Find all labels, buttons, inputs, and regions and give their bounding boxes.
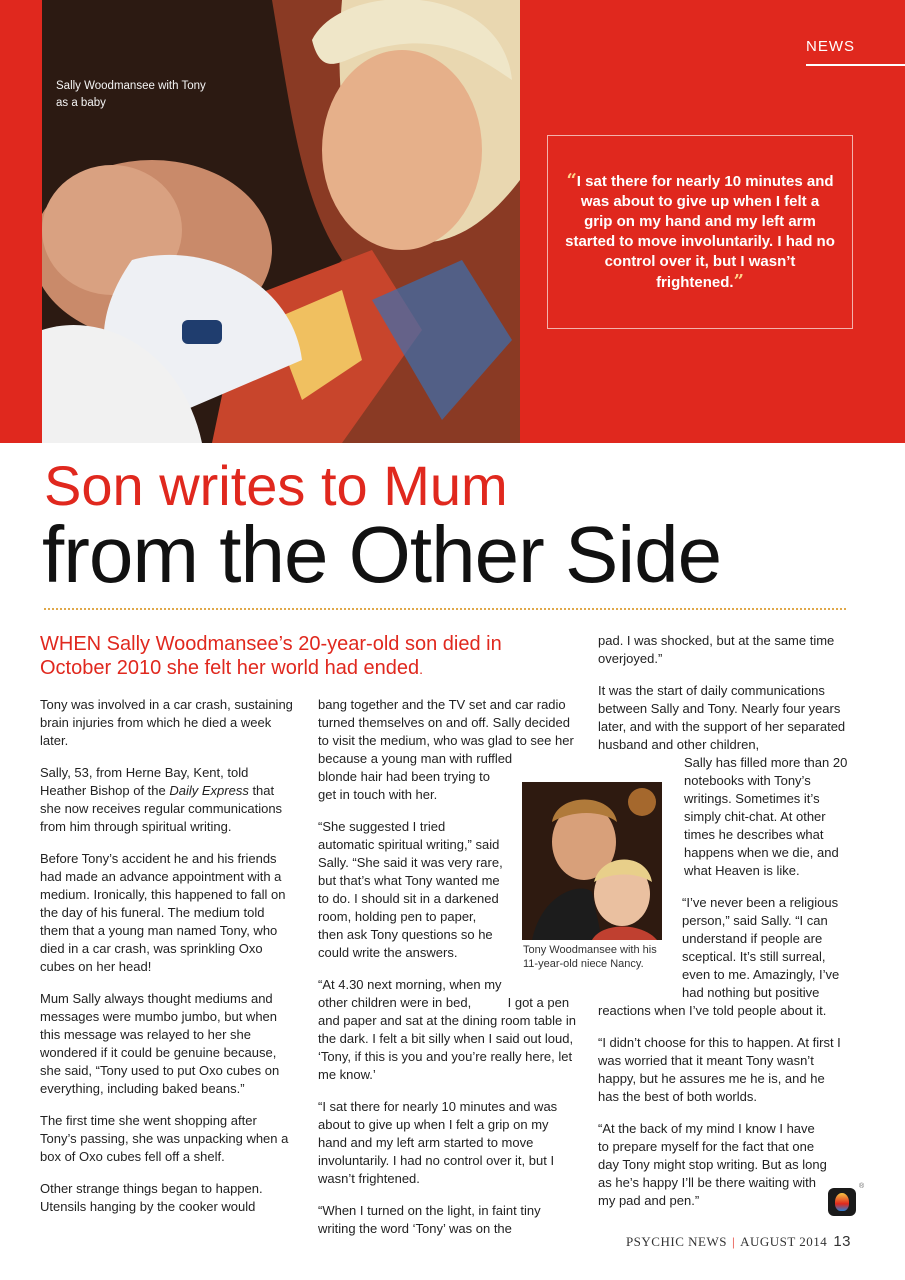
paragraph: “I’ve never been a religious person,” said Sally. “I can understand if people are sceptical. It’s still surreal, even to me. Amazingly, I’ve had nothing but positive reactions when I’ve told people about it. <box>598 895 840 1018</box>
paragraph: “She suggested I tried automatic spiritual writing,” said Sally. “She said it was very rare, but that’s what Tony wanted me to do. I should sit in a darkened room, holding pen to paper, then ask Tony questions so he could write the answers. <box>318 819 503 960</box>
paragraph: “I didn’t choose for this to happen. At first I was worried that it meant Tony wasn’t happy, but he assures me he is, and he has the best of both worlds. <box>598 1035 841 1104</box>
footer-separator: | <box>731 1234 736 1249</box>
pull-quote <box>547 135 853 329</box>
paragraph: Sally, 53, from Herne Bay, Kent, told Heather Bishop of the Daily Express that she now receives regular communications from him through spiritual writing. <box>40 765 283 834</box>
paragraph: Mum Sally always thought mediums and messages were mumbo jumbo, but when this message was relayed to her she wondered if it could be genuine because, she said, “Tony used to put Oxo cubes on everything, including baked beans.” <box>40 991 280 1096</box>
paragraph: “At the back of my mind I know I have to prepare myself for the fact that one day Tony might stop writing. But as long as he’s happy I’ll be there waiting with my pad and pen.” <box>598 1121 827 1208</box>
open-quote-mark: “ <box>566 170 577 191</box>
mother-baby-photo <box>42 0 520 443</box>
paragraph: The first time she went shopping after Tony’s passing, she was unpacking when a box of Oxo cubes fell off a shelf. <box>40 1113 289 1164</box>
paragraph: pad. I was shocked, but at the same time overjoyed.” <box>598 633 835 666</box>
page-footer <box>626 1233 851 1250</box>
hero-banner <box>0 0 905 443</box>
intro-text: WHEN Sally Woodmansee’s 20-year-old son died in October 2010 she felt her world had ended <box>40 633 502 679</box>
photo-illustration <box>42 0 520 443</box>
flame-icon <box>835 1193 849 1211</box>
intro-standfirst: WHEN Sally Woodmansee’s 20-year-old son died in October 2010 she felt her world had ended. <box>40 633 502 679</box>
article-column-1 <box>40 696 295 1230</box>
headline-line1: Son writes to Mum <box>44 454 508 517</box>
paragraph: Before Tony’s accident he and his friends had made an advance appointment with a medium. Ironically, this happened to fall on the day of his funeral. The medium told them that a young man named Tony, who died in a car crash, was sprinkling Oxo cubes on her head! <box>40 851 286 974</box>
registered-mark: ® <box>859 1183 865 1190</box>
headline-line2: from the Other Side <box>42 510 722 599</box>
pull-quote-body: I sat there for nearly 10 minutes and was about to give up when I felt a grip on my hand and my left arm started to move involuntarily. I had no control over it, but I wasn’t frightened. <box>565 173 835 291</box>
paragraph: It was the start of daily communications between Sally and Tony. Nearly four years later, and with the support of her separated husband and other children, Sally has filled more than 20 notebooks with Tony’s writings. Sometimes it’s simply chit-chat. At other times he describes what happens when we die, and what Heaven is like. <box>598 683 848 878</box>
end-mark-logo <box>828 1188 856 1216</box>
article-column-3 <box>598 632 848 1224</box>
photo-caption: Sally Woodmansee with Tony as a baby <box>56 80 206 109</box>
publication-name: Daily Express <box>169 783 249 798</box>
page-number: 13 <box>833 1233 851 1250</box>
section-label: NEWS <box>806 38 855 55</box>
publication-title: PSYCHIC NEWS <box>625 1234 727 1249</box>
issue-date: AUGUST 2014 <box>740 1234 828 1249</box>
inset-caption: Tony Woodmansee with his 11-year-old niece Nancy. <box>523 944 657 970</box>
paragraph: Other strange things began to happen. Utensils hanging by the cooker would <box>40 1181 263 1214</box>
paragraph: “I sat there for nearly 10 minutes and was about to give up when I felt a grip on my hand and my left arm started to move involuntarily. I had no control over it, but I wasn’t frightened. <box>318 1099 558 1186</box>
paragraph: bang together and the TV set and car radio turned themselves on and off. Sally decided to visit the medium, who was glad to see her because a young man with ruffled blonde hair had been trying to get in touch with her. <box>318 697 574 802</box>
article-column-2 <box>318 696 578 1252</box>
pull-quote-text <box>565 171 835 293</box>
dotted-divider <box>44 608 846 610</box>
section-rule <box>806 64 905 66</box>
paragraph: Tony was involved in a car crash, sustaining brain injuries from which he died a week later. <box>40 697 293 748</box>
close-quote-mark: ” <box>733 271 744 292</box>
paragraph: “At 4.30 next morning, when my other children were in bed, I got a pen and paper and sat at the dining room table in the dark. I felt a bit silly when I said out loud, ‘Tony, if this is you and you’re really here, let me know.’ <box>318 977 577 1082</box>
paragraph: “When I turned on the light, in faint tiny writing the word ‘Tony’ was on the <box>318 1203 541 1236</box>
